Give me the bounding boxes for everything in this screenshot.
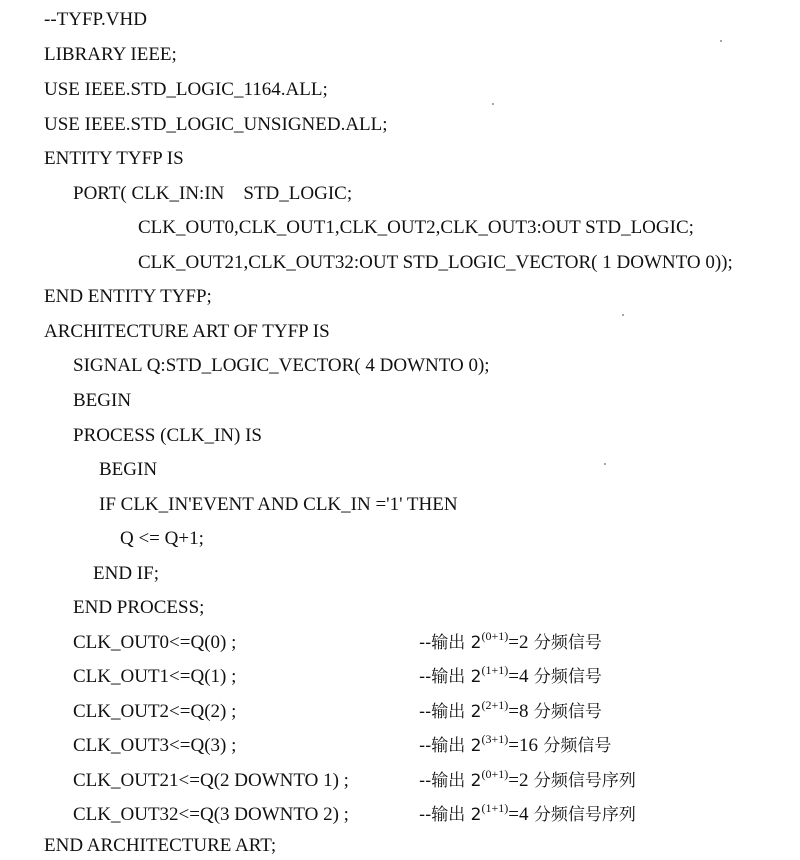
code-line: BEGIN xyxy=(99,459,158,480)
comment-prefix: --输出 2 xyxy=(419,633,482,653)
code-line: END PROCESS; xyxy=(73,597,205,618)
code-comment xyxy=(419,631,602,655)
comment-prefix: --输出 2 xyxy=(419,667,482,687)
code-line: CLK_OUT2<=Q(2) ; xyxy=(73,701,237,722)
scan-speck xyxy=(604,463,606,465)
comment-prefix: --输出 2 xyxy=(419,702,482,722)
code-line: CLK_OUT0<=Q(0) ; xyxy=(73,632,237,653)
code-line: ARCHITECTURE ART OF TYFP IS xyxy=(44,321,330,342)
comment-value: =2 xyxy=(508,770,529,791)
comment-description: 分频信号 xyxy=(528,702,602,722)
comment-description: 分频信号 xyxy=(537,736,612,756)
comment-exponent: (0+1) xyxy=(481,629,509,643)
comment-value: =2 xyxy=(508,632,529,653)
code-line: END ENTITY TYFP; xyxy=(44,286,212,307)
code-line: CLK_OUT3<=Q(3) ; xyxy=(73,735,237,756)
code-comment xyxy=(419,734,611,758)
code-line: PORT( CLK_IN:IN STD_LOGIC; xyxy=(73,183,353,204)
code-line: CLK_OUT1<=Q(1) ; xyxy=(73,666,237,687)
code-line: END ARCHITECTURE ART; xyxy=(44,835,277,856)
code-line: CLK_OUT32<=Q(3 DOWNTO 2) ; xyxy=(73,804,349,825)
comment-value: =8 xyxy=(508,701,529,722)
code-line: USE IEEE.STD_LOGIC_1164.ALL; xyxy=(44,79,328,100)
code-line: USE IEEE.STD_LOGIC_UNSIGNED.ALL; xyxy=(44,114,388,135)
scan-speck xyxy=(720,40,722,42)
scan-speck xyxy=(622,314,624,316)
code-line: PROCESS (CLK_IN) IS xyxy=(73,425,262,446)
comment-exponent: (1+1) xyxy=(481,801,509,815)
code-line: BEGIN xyxy=(73,390,132,411)
comment-prefix: --输出 2 xyxy=(419,771,482,791)
comment-prefix: --输出 2 xyxy=(419,736,482,756)
code-line: CLK_OUT21,CLK_OUT32:OUT STD_LOGIC_VECTOR( 1 DOWNTO 0)); xyxy=(138,252,733,273)
code-line: Q <= Q+1; xyxy=(120,528,204,549)
comment-description: 分频信号序列 xyxy=(528,771,636,791)
comment-exponent: (2+1) xyxy=(481,698,509,712)
scan-speck xyxy=(492,103,494,105)
code-comment xyxy=(419,665,602,689)
code-line: END IF; xyxy=(93,563,159,584)
code-line: CLK_OUT0,CLK_OUT1,CLK_OUT2,CLK_OUT3:OUT STD_LOGIC; xyxy=(138,217,694,238)
code-comment xyxy=(419,700,602,724)
comment-prefix: --输出 2 xyxy=(419,805,482,825)
code-comment xyxy=(419,769,636,793)
comment-value: =4 xyxy=(508,666,529,687)
comment-exponent: (0+1) xyxy=(481,767,509,781)
code-line: CLK_OUT21<=Q(2 DOWNTO 1) ; xyxy=(73,770,349,791)
code-line: SIGNAL Q:STD_LOGIC_VECTOR( 4 DOWNTO 0); xyxy=(73,355,490,376)
code-line: IF CLK_IN'EVENT AND CLK_IN ='1' THEN xyxy=(99,494,458,515)
comment-description: 分频信号 xyxy=(528,667,602,687)
code-line: LIBRARY IEEE; xyxy=(44,44,177,65)
comment-value: =4 xyxy=(508,804,529,825)
code-line: --TYFP.VHD xyxy=(44,9,147,30)
comment-description: 分频信号序列 xyxy=(528,805,636,825)
comment-description: 分频信号 xyxy=(528,633,602,653)
comment-value: =16 xyxy=(508,735,538,756)
code-line: ENTITY TYFP IS xyxy=(44,148,184,169)
code-comment xyxy=(419,803,636,827)
comment-exponent: (1+1) xyxy=(481,663,509,677)
comment-exponent: (3+1) xyxy=(481,732,509,746)
